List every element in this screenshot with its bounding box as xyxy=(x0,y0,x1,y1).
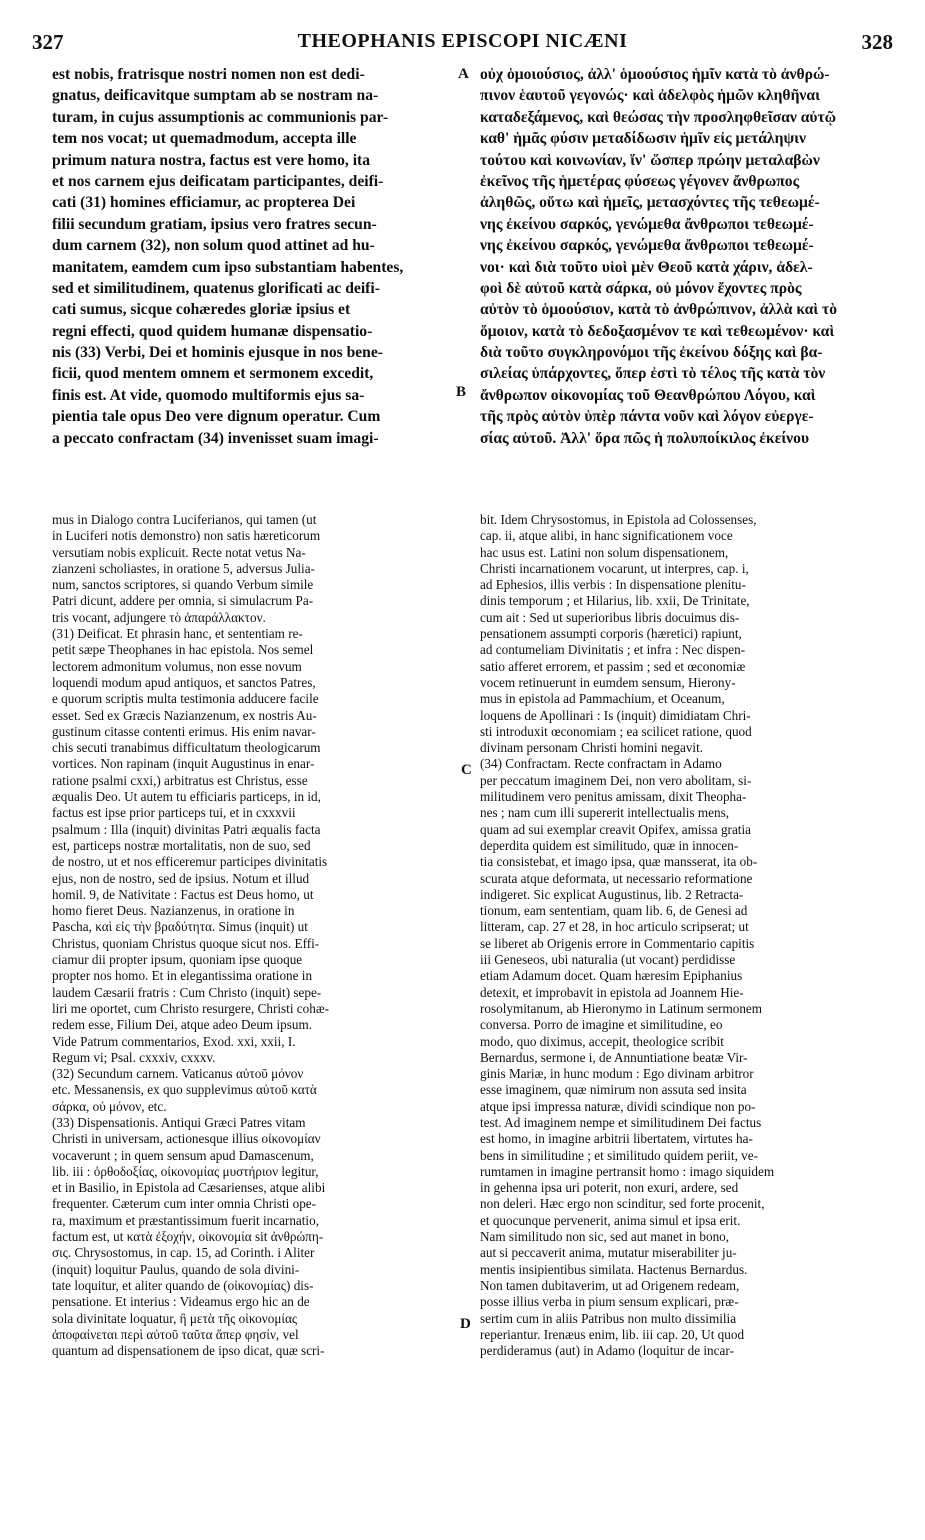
note-line: rosolymitanum, ab Hieronymo in Latinum sermonem xyxy=(480,1000,763,1016)
note-line: σις. Chrysostomus, in cap. 15, ad Corinth. i Aliter xyxy=(52,1245,315,1261)
note-line: scurata atque deformata, ut necessario reformatione xyxy=(480,870,753,886)
note-line: cap. ii, atque alibi, in hanc significationem voce xyxy=(480,528,733,544)
latin-text-line: finis est. At vide, quomodo multiformis ejus sa- xyxy=(52,386,365,404)
note-line: atque ipsi impressa naturæ, dividi scindique non po- xyxy=(480,1098,756,1114)
note-line: ad Ephesios, illis verbis : In dispensatione plenitu- xyxy=(480,577,746,593)
note-line: ratione psalmi cxxi,) arbitratus est Christus, esse xyxy=(52,772,308,788)
latin-text-line: filii secundum gratiam, ipsius vero fratres secun- xyxy=(52,215,377,233)
latin-text-line: cati (31) homines efficiamur, ac propterea Dei xyxy=(52,194,356,212)
note-line: hac usus est. Latini non solum dispensationem, xyxy=(480,544,729,560)
note-line: Christus, quoniam Christus quoque sicut nos. Effi- xyxy=(52,935,320,951)
note-line: test. Ad imaginem nempe et similitudinem Dei factus xyxy=(480,1114,762,1130)
note-line: Pascha, καὶ εἰς τὴν βραδύτητα. Simus (inquit) ut xyxy=(52,919,308,935)
latin-text-line: turam, in cujus assumptionis ac communionis par- xyxy=(52,108,389,126)
note-line: liri me oportet, cum Christo resurgere, Christi cohæ- xyxy=(52,1000,330,1016)
greek-text-line: ἀληθῶς, οὕτω καὶ ἡμεῖς, μετασχόντες τῆς τεθεωμέ- xyxy=(480,194,820,212)
note-line: tate loquitur, et aliter quando de (οἰκονομίας) dis- xyxy=(52,1277,314,1293)
note-line: Nam similitudo non sic, sed aut manet in bono, xyxy=(480,1229,730,1245)
section-marker-a: A xyxy=(458,66,469,82)
greek-text-line: σιλείας ὑπάρχοντες, ὅπερ ἐστὶ τὸ τέλος τῆς κατὰ τὸν xyxy=(480,365,826,383)
greek-text-line: σίας αὐτοῦ. Ἀλλ' ὅρα πῶς ἡ πολυποίκιλος ἐκείνου xyxy=(480,429,810,447)
note-line: etc. Messanensis, ex quo supplevimus αὐτοῦ κατὰ xyxy=(52,1082,317,1098)
section-marker-b: B xyxy=(456,384,467,400)
note-line: Regum vi; Psal. cxxxiv, cxxxv. xyxy=(52,1049,216,1065)
note-line: versutiam nobis explicuit. Recte notat vetus Na- xyxy=(52,544,306,560)
note-line: Vide Patrum commentarios, Exod. xxi, xxii, I. xyxy=(52,1033,296,1049)
greek-text-line: καταδεξάμενος, καὶ θεώσας τὴν προσληφθεῖσαν αὐτῷ xyxy=(480,108,837,126)
note-line: et quocunque pervenerit, anima simul et ipsa erit. xyxy=(480,1212,741,1228)
note-line: loquens de Apollinari : Is (inquit) dimidiatam Chri- xyxy=(480,707,751,723)
note-line: loquendi modum apud antiquos, et sanctos Patres, xyxy=(52,674,316,690)
greek-text-line: αὐτὸν τὸ ὁμοούσιον, κατὰ τὸ ἀνθρώπινον, ἀλλὰ καὶ τὸ xyxy=(480,301,838,319)
note-line: frequenter. Cæterum cum inter omnia Christi ope- xyxy=(52,1196,317,1212)
latin-text-line: a peccato confractam (34) invenisset suam imagi- xyxy=(52,429,379,447)
note-line: tionum, eam sententiam, quam lib. 6, de Genesi ad xyxy=(480,903,748,919)
note-line: gustinum citasse contenti erimus. His enim navar- xyxy=(52,723,316,739)
note-line: ra, maximum et præstantissimum fuerit incarnatio, xyxy=(52,1212,319,1228)
latin-text-line: ficii, quod mentem omnem et sermonem excedit, xyxy=(52,365,374,383)
note-line: ciamur dii propter ipsum, quoniam ipse quoque xyxy=(52,952,303,968)
section-marker-c: C xyxy=(461,762,472,778)
note-line: aut si peccaverit anima, mutatur miserabiliter ju- xyxy=(480,1245,737,1261)
note-line: modo, quo diximus, accepit, theologice scribit xyxy=(480,1033,724,1049)
note-line: factum est, ut κατὰ ἐξοχήν, οἰκονομία sit ἀνθρώπη- xyxy=(52,1229,324,1245)
note-line: e quorum scriptis multa testimonia adducere facile xyxy=(52,691,319,707)
note-line: petit sæpe Theophanes in hac epistola. Nos semel xyxy=(52,642,314,658)
note-line: mentis insipientibus similata. Hactenus Bernardus. xyxy=(480,1261,748,1277)
greek-text-line: ἐκεῖνος τῆς ἡμετέρας φύσεως γέγονεν ἄνθρωπος xyxy=(480,172,800,190)
note-line: tris vocant, adjungere τὸ ἀπαράλλακτον. xyxy=(52,609,266,625)
note-line: non deleri. Hæc ergo non scinditur, sed forte procenit, xyxy=(480,1196,765,1212)
note-line: quantum ad dispensationem de ipso dicat, quæ scri- xyxy=(52,1343,325,1359)
latin-text-line: gnatus, deificavitque sumptam ab se nostram na- xyxy=(52,87,379,105)
latin-text-line: dum carnem (32), non solum quod attinet ad hu- xyxy=(52,237,375,255)
note-line: ejus, non de nostro, sed de ipsius. Notum et illud xyxy=(52,870,310,886)
page-header xyxy=(32,30,893,58)
note-line: laudem Cæsarii fratris : Cum Christo (inquit) sepe- xyxy=(52,984,322,1000)
note-line: se liberet ab Origenis errore in Commentario capitis xyxy=(480,935,755,951)
greek-text-line: νοι· καὶ διὰ τοῦτο υἱοὶ μὲν Θεοῦ κατὰ χάριν, ἀδελ- xyxy=(480,258,813,276)
note-line: satio afferet errorem, et passim ; sed et œconomiæ xyxy=(480,658,746,674)
note-line: (32) Secundum carnem. Vaticanus αὐτοῦ μόνον xyxy=(52,1066,304,1082)
greek-text-line: ὅμοιον, κατὰ τὸ δεδοξασμένον τε καὶ τεθεωμένον· καὶ xyxy=(480,322,835,340)
note-line: detexit, et improbavit in epistola ad Joannem Hie- xyxy=(480,984,744,1000)
note-line: mus in Dialogo contra Luciferianos, qui tamen (ut xyxy=(52,512,317,527)
note-line: vocaverunt ; in quem sensum apud Damascenum, xyxy=(52,1147,314,1163)
latin-text-line: primum natura nostra, factus est vere homo, ita xyxy=(52,151,371,169)
note-line: quam ad sui exemplar creavit Opifex, amissa gratia xyxy=(480,821,751,837)
note-line: in gehenna ipsa uri poterit, non exuri, ardere, sed xyxy=(480,1180,739,1196)
note-line: σάρκα, οὐ μόνον, etc. xyxy=(52,1098,167,1114)
note-line: bens in similitudine ; et similitudo quidem periit, ve- xyxy=(480,1147,759,1163)
note-line: tia consistebat, et imago ipsa, quæ mansserat, ita ob- xyxy=(480,854,758,870)
note-line: pensatione. Et interius : Videamus ergo hic an de xyxy=(52,1294,310,1310)
greek-text-line: καθ' ἡμᾶς φύσιν μεταδίδωσιν ἡμῖν εἰς μετάληψιν xyxy=(480,130,806,148)
latin-text-line: manitatem, eamdem cum ipso substantiam habentes, xyxy=(52,258,404,276)
note-line: nes ; nam cum illi supererit intellectualis mens, xyxy=(480,805,730,821)
note-line: in Luciferi notis demonstro) non satis hæreticorum xyxy=(52,528,321,544)
latin-main-column xyxy=(52,64,456,449)
note-line: etiam Adamum docet. Quam hæresim Epiphanius xyxy=(480,968,743,984)
page-number-left: 327 xyxy=(32,30,64,54)
note-line: cum ait : Sed ut superioribus libris docuimus dis- xyxy=(480,609,740,625)
section-marker-d: D xyxy=(460,1316,471,1332)
note-line: rumtamen in imagine pertransit homo : imago siquidem xyxy=(480,1163,775,1179)
latin-text-line: cati sumus, sicque cohæredes gloriæ ipsius et xyxy=(52,301,351,319)
note-line: est homo, in imagine arbitrii libertatem, virtutes ha- xyxy=(480,1131,753,1147)
note-line: ginis Mariæ, in hunc modum : Ego divinam arbitror xyxy=(480,1066,754,1082)
note-line: militudinem vero penitus amissam, dixit Theopha- xyxy=(480,789,747,805)
greek-text-line: τούτου καὶ κοινωνίαν, ἵν' ὥσπερ πρώην μεταλαβὼν xyxy=(480,151,820,169)
note-line: mus in epistola ad Pammachium, et Oceanum, xyxy=(480,691,725,707)
note-line: ἀποφαίνεται περὶ αὐτοῦ ταῦτα ἅπερ φησίν, vel xyxy=(52,1326,299,1342)
note-line: Non tamen dubitaverim, ut ad Origenem redeam, xyxy=(480,1277,740,1293)
latin-text-line: est nobis, fratrisque nostri nomen non est dedi- xyxy=(52,66,365,83)
note-line: deperdita quidem est similitudo, quæ in innocen- xyxy=(480,837,739,853)
latin-text-line: regni effecti, quod quidem humanæ dispensatio- xyxy=(52,322,373,340)
page-number-right: 328 xyxy=(861,30,893,54)
note-line: iii Geneseos, ubi naturalia (ut vocant) perdidisse xyxy=(480,952,736,968)
note-line: (34) Confractam. Recte confractam in Adamo xyxy=(480,756,722,772)
running-title: THEOPHANIS EPISCOPI NICÆNI xyxy=(297,30,628,52)
note-line: Bernardus, sermone i, de Annuntiatione beatæ Vir- xyxy=(480,1049,748,1065)
greek-text-line: νης ἐκείνου σαρκός, γενώμεθα ἄνθρωποι τεθεωμέ- xyxy=(480,215,814,233)
greek-text-line: ἄνθρωπον οἰκονομίας τοῦ Θεανθρώπου Λόγου, καὶ xyxy=(480,386,816,404)
note-line: zianzeni scholiastes, in oratione 5, adversus Julia- xyxy=(52,560,315,576)
note-line: chis secuti tranabimus difficultatum theologicarum xyxy=(52,740,321,756)
note-line: indigeret. Sic explicat Augustinus, lib. 2 Retracta- xyxy=(480,886,744,902)
note-line: reperiantur. Irenæus enim, lib. iii cap. 20, Ut quod xyxy=(480,1326,745,1342)
note-line: est, particeps nostræ mortalitatis, non de suo, sed xyxy=(52,837,311,853)
greek-text-line: διὰ τοῦτο συγκληρονόμοι τῆς ἐκείνου δόξης καὶ βα- xyxy=(480,344,823,362)
note-line: pensationem assumpti corporis (hæretici) rapiunt, xyxy=(480,626,742,642)
latin-text-line: tem nos vocat; ut quemadmodum, accepta ille xyxy=(52,130,357,148)
note-line: ad contumeliam Divinitatis ; et infra : Nec dispen- xyxy=(480,642,746,658)
latin-text-line: et nos carnem ejus deificatam participantes, deifi- xyxy=(52,172,384,190)
note-line: perdideramus (aut) in Adamo (loquitur de incar- xyxy=(480,1343,734,1359)
latin-text-line: sed et similitudinem, quatenus glorificati ac deifi- xyxy=(52,279,380,297)
notes-right-column xyxy=(480,512,892,1359)
note-line: bit. Idem Chrysostomus, in Epistola ad Colossenses, xyxy=(480,512,757,527)
note-line: sola divinitate loquatur, ἢ μετὰ τῆς οἰκονομίας xyxy=(52,1310,298,1326)
greek-main-column xyxy=(480,64,892,449)
latin-text-line: nis (33) Verbi, Dei et hominis ejusque in nos bene- xyxy=(52,344,383,362)
note-line: lectorem admonitum volumus, non esse novum xyxy=(52,658,302,674)
note-line: vortices. Non rapinam (inquit Augustinus in enar- xyxy=(52,756,315,772)
note-line: vocem retinuerunt in eumdem sensum, Hierony- xyxy=(480,674,736,690)
note-line: litteram, cap. 27 et 28, in hoc articulo scripserat; ut xyxy=(480,919,749,935)
greek-text-line: φοὶ δὲ αὐτοῦ κατὰ σάρκα, οὐ μόνον ἔχοντες πρὸς xyxy=(480,279,802,297)
greek-text-line: πινον ἑαυτοῦ γεγονώς· καὶ ἀδελφὸς ἡμῶν κληθῆναι xyxy=(480,87,820,105)
note-line: (31) Deificat. Et phrasin hanc, et sententiam re- xyxy=(52,626,303,642)
note-line: posse illius verba in pium sensum explicari, præ- xyxy=(480,1294,739,1310)
note-line: Christi incarnationem vocarunt, ut interpres, cap. i, xyxy=(480,560,749,576)
note-line: Christi in universam, actionesque illius οἰκονομίαν xyxy=(52,1131,321,1147)
greek-text-line: οὐχ ὁμοιούσιος, ἀλλ' ὁμοούσιος ἡμῖν κατὰ τὸ ἀνθρώ- xyxy=(480,66,830,83)
note-line: lib. iii : ὀρθοδοξίας, οἰκονομίας μυστήριον legitur, xyxy=(52,1163,319,1179)
greek-text-line: τῆς πρὸς αὐτὸν ὑπὲρ πάντα νοῦν καὶ λόγον εὐεργε- xyxy=(480,408,814,426)
note-line: et in Basilio, in Epistola ad Cæsarienses, atque alibi xyxy=(52,1180,326,1196)
note-line: per peccatum imaginem Dei, non vero abolitam, si- xyxy=(480,772,752,788)
note-line: (33) Dispensationis. Antiqui Græci Patres vitam xyxy=(52,1114,306,1130)
note-line: redem esse, Filium Dei, atque adeo Deum ipsum. xyxy=(52,1017,313,1033)
note-line: homo fieret Deus. Nazianzenus, in oratione in xyxy=(52,903,295,919)
note-line: homil. 9, de Nativitate : Factus est Deus homo, ut xyxy=(52,886,314,902)
note-line: Patri dicunt, addere per omnia, si simulacrum Pa- xyxy=(52,593,314,609)
latin-text-line: pientia tale opus Deo vere dignum operatur. Cum xyxy=(52,408,381,426)
note-line: divinam personam Christi homini negavit. xyxy=(480,740,704,756)
notes-left-column xyxy=(52,512,456,1359)
note-line: psalmum : Illa (inquit) divinitas Patri æqualis facta xyxy=(52,821,321,837)
note-line: dinis temporum ; et Hilarius, lib. xxii, De Trinitate, xyxy=(480,593,750,609)
note-line: propter nos homo. Et in elegantissima oratione in xyxy=(52,968,313,984)
note-line: esse imaginem, quæ nimirum non assuta sed insita xyxy=(480,1082,747,1098)
note-line: æqualis Deo. Ut autem tu efficiaris particeps, in id, xyxy=(52,789,321,805)
note-line: factus est ipse prior particeps tui, et in cxxxvii xyxy=(52,805,296,821)
note-line: num, sanctos scriptores, si quando Verbum simile xyxy=(52,577,314,593)
note-line: esset. Sed ex Græcis Nazianzenum, ex nostris Au- xyxy=(52,707,317,723)
note-line: sti introduxit œconomiam ; ea scilicet ratione, quod xyxy=(480,723,752,739)
note-line: conversa. Porro de imagine et similitudine, eo xyxy=(480,1017,723,1033)
note-line: (inquit) loquitur Paulus, quando de sola divini- xyxy=(52,1261,300,1277)
note-line: sertim cum in aliis Patribus non multo dissimilia xyxy=(480,1310,737,1326)
note-line: de nostro, ut et nos efficeremur participes divinitatis xyxy=(52,854,328,870)
greek-text-line: νης ἐκείνου σαρκός, γενώμεθα ἄνθρωποι τεθεωμέ- xyxy=(480,237,814,255)
